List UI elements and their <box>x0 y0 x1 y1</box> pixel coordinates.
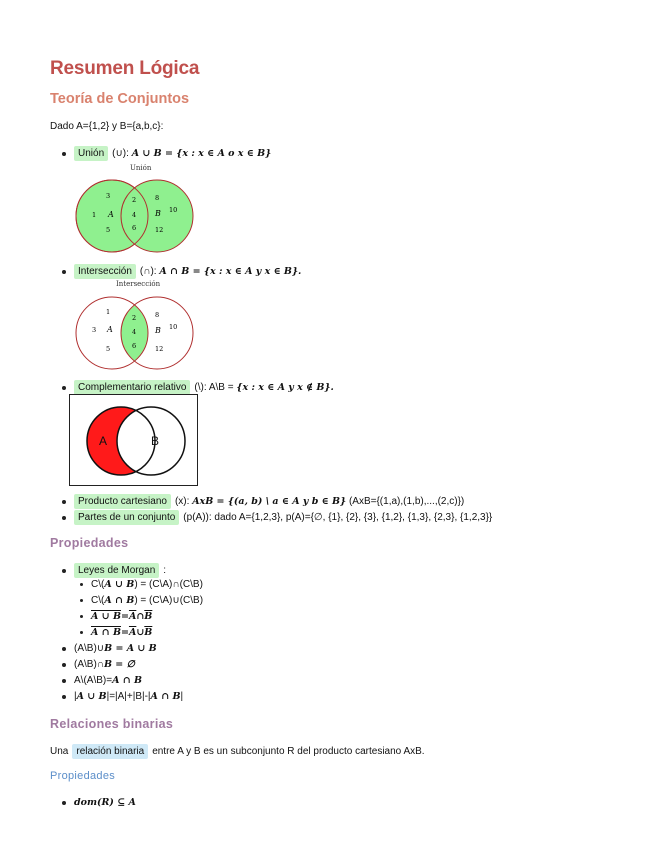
svg-text:B: B <box>151 434 160 448</box>
term-complement[interactable]: Complementario relativo <box>74 380 190 395</box>
morgan-rule-1: C\( A ∪ B ) = (C\A)∩(C\B) <box>80 579 203 590</box>
term-morgan[interactable]: Leyes de Morgan <box>74 563 159 578</box>
bullet-icon <box>62 695 66 699</box>
section-title-relaciones: Relaciones binarias <box>50 717 174 731</box>
svg-text:2: 2 <box>132 314 137 322</box>
bullet-icon <box>80 615 83 618</box>
svg-text:A: A <box>99 434 108 448</box>
term-union[interactable]: Unión <box>74 146 108 161</box>
svg-text:4: 4 <box>132 328 137 336</box>
term-relacion-binaria[interactable]: relación binaria <box>72 744 148 759</box>
section-title-propiedades: Propiedades <box>50 536 129 550</box>
bullet-icon <box>62 663 66 667</box>
bullet-icon <box>80 583 83 586</box>
svg-text:4: 4 <box>132 211 137 219</box>
list-item-cartesian: Producto cartesiano (x): AxB = {(a, b) \ a ∈ A y b ∈ B} (AxB={(1,a),(1,b),...,(2,c)}) <box>62 494 464 509</box>
bullet-icon <box>80 631 83 634</box>
list-item-complement: Complementario relativo (\): A\B = {x : x ∈ A y x ∉ B}. <box>62 380 334 395</box>
bullet-icon <box>62 500 66 504</box>
svg-text:3: 3 <box>92 326 97 334</box>
bullet-icon <box>62 647 66 651</box>
venn-intersection-diagram <box>72 277 202 373</box>
term-powerset[interactable]: Partes de un conjunto <box>74 510 179 525</box>
formula-complement: {x : x ∈ A y x ∉ B}. <box>236 382 334 393</box>
diagram-title: Intersección <box>116 280 161 288</box>
subsection-title-propiedades: Propiedades <box>50 770 116 782</box>
bullet-icon <box>62 152 66 156</box>
svg-text:2: 2 <box>132 196 137 204</box>
svg-text:12: 12 <box>155 226 164 234</box>
term-cartesian[interactable]: Producto cartesiano <box>74 494 171 509</box>
bullet-icon <box>62 386 66 390</box>
morgan-rule-3: A ∪ B = $\overline{A}$ ∩ $\overline{B}$ <box>80 611 152 622</box>
property-1: (A\B)∪ B = A ∪ B <box>62 643 157 654</box>
bullet-icon <box>62 569 66 573</box>
diagram-title: Unión <box>130 164 152 172</box>
page-title: Resumen Lógica <box>50 58 200 79</box>
section-title-conjuntos: Teoría de Conjuntos <box>50 91 190 107</box>
svg-text:8: 8 <box>155 311 160 319</box>
svg-text:10: 10 <box>169 323 178 331</box>
morgan-rule-4: A ∩ B = $\overline{A}$ ∪ $\overline{B}$ <box>80 627 152 638</box>
svg-text:A: A <box>107 325 113 334</box>
venn-union-diagram <box>72 160 202 256</box>
relation-property-1: dom(R) ⊆ A <box>62 797 136 808</box>
property-2: (A\B)∩ B = ∅ <box>62 659 135 670</box>
bullet-icon <box>62 679 66 683</box>
svg-text:1: 1 <box>106 308 111 316</box>
bullet-icon <box>62 801 66 805</box>
property-4: | A ∪ B |=|A|+|B|-| A ∩ B | <box>62 691 183 702</box>
venn-complement-diagram <box>69 394 199 487</box>
list-item-powerset: Partes de un conjunto (p(A)): dado A={1,2,3}, p(A)={∅, {1}, {2}, {3}, {1,2}, {1,3}, {2,3}, {1,2,3}} <box>62 510 492 525</box>
svg-text:A: A <box>108 210 114 219</box>
bullet-icon <box>80 599 83 602</box>
formula-cartesian: AxB = {(a, b) \ a ∈ A y b ∈ B} <box>192 496 347 507</box>
svg-text:6: 6 <box>132 342 137 350</box>
svg-text:8: 8 <box>155 194 160 202</box>
bullet-icon <box>62 270 66 274</box>
svg-text:3: 3 <box>106 192 111 200</box>
svg-text:12: 12 <box>155 345 164 353</box>
list-item-union: Unión (∪): A ∪ B = {x : x ∈ A o x ∈ B} <box>62 146 271 161</box>
relaciones-text: Una relación binaria entre A y B es un subconjunto R del producto cartesiano AxB. <box>50 746 425 757</box>
svg-text:B: B <box>155 326 161 335</box>
bullet-icon <box>62 516 66 520</box>
svg-text:5: 5 <box>106 345 111 353</box>
formula-intersection: A ∩ B = {x : x ∈ A y x ∈ B}. <box>159 266 302 277</box>
property-3: A\(A\B)= A ∩ B <box>62 675 142 686</box>
list-item-morgan: Leyes de Morgan : <box>62 563 166 578</box>
svg-text:1: 1 <box>92 211 97 219</box>
list-item-intersection: Intersección (∩): A ∩ B = {x : x ∈ A y x ∈ B}. <box>62 264 301 279</box>
term-intersection[interactable]: Intersección <box>74 264 136 279</box>
svg-text:B: B <box>155 209 161 218</box>
intro-text: Dado A={1,2} y B={a,b,c}: <box>50 121 164 132</box>
svg-text:10: 10 <box>169 206 178 214</box>
svg-text:5: 5 <box>106 226 111 234</box>
formula-union: A ∪ B = {x : x ∈ A o x ∈ B} <box>131 148 272 159</box>
morgan-rule-2: C\( A ∩ B ) = (C\A)∪(C\B) <box>80 595 203 606</box>
svg-text:6: 6 <box>132 224 137 232</box>
